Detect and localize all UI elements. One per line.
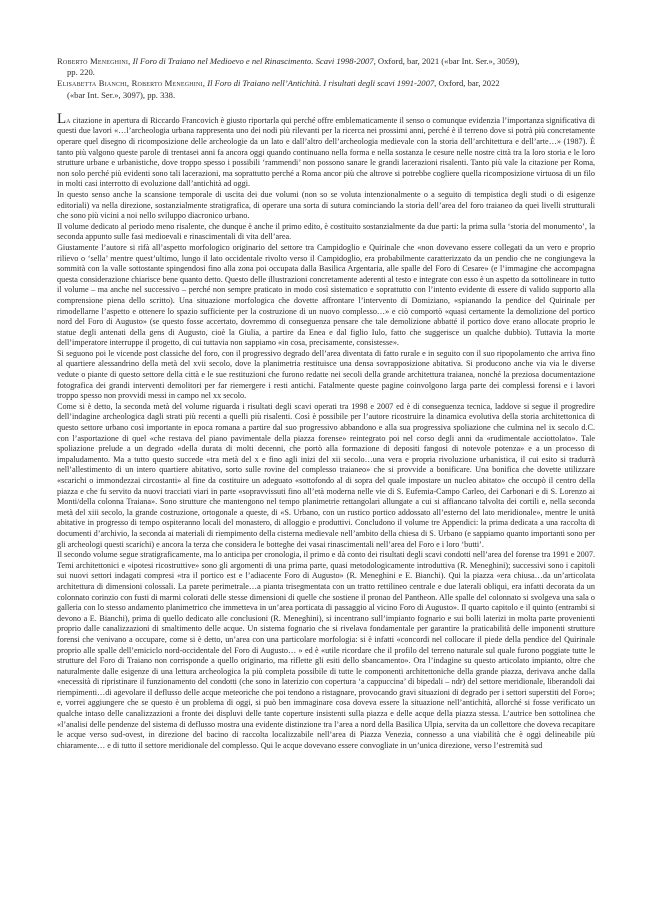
intro-paragraph xyxy=(57,110,595,190)
lead-word: a xyxy=(66,115,71,125)
reference-author: Elisabetta Bianchi, Roberto Meneghini, xyxy=(57,78,206,89)
drop-cap: L xyxy=(57,110,67,127)
body-paragraph: In questo senso anche la scansione temporale di uscita dei due volumi (non so se voluta intenzionalmente o a seguito di tempistica degli studi o di esigenze editoriali) va nella direzione, sostanzialmente stratigrafica, di operare una sorta di sutura cominciando la storia dell’area del foro traianeo da quei livelli strutturali che sono più vicini a noi nello sviluppo diacronico urbano. xyxy=(57,189,595,221)
reference-2 xyxy=(57,78,595,100)
reference-publisher: Oxford, bar, 2021 («bar Int. Ser.», 3059), xyxy=(375,56,520,66)
body-paragraph: Giustamente l’autore si rifà all’aspetto morfologico originario del settore tra Campidoglio e Quirinale che «non dovevano essere collegati da un vero e proprio rilievo o ‘sella’ mentre quest’ultimo, lungo il lato occidentale rivolto verso il Campidoglio, era probabilmente caratterizzato da un pendio che ne congiungeva la sommità con la valle sottostante spingendosi fino alla zona poi occupata dalla Basilica Argentaria, alle spalle del Foro di Cesare» (e l’immagine che accompagna questa considerazione chiarisce bene quanto detto. Questo delle illustrazioni concretamente aderenti al testo e integrate con esso è un aspetto da sottolineare in tutto il volume – ma anche nel successivo – perché non sempre praticato in modo così sistematico e soprattutto con l’intento evidente di essere di valido supporto alla comprensione piena dello scritto). Una situazione morfologica che dovette affrontare l’intervento di Domiziano, «spianando la pendice del Quirinale per rimodellarne l’aspetto e ottenere lo spazio sufficiente per la costruzione di un nuovo complesso…» e ciò comportò «quasi certamente la demolizione del portico nord del Foro di Augusto» (se questo fosse accertato, dovremmo di conseguenza pensare che tale demolizione abbatté il portico dove erano allocate proprio le statue degli antenati della gens di Augusto, cioè la Giulia, a partire da Enea e dal figlio Iulo, fatto che suggerisce un qualche dubbio). Tuttavia la morte dell’imperatore interruppe il progetto, di cui tuttavia non sappiamo «in cosa, precisamente, consistesse». xyxy=(57,242,595,348)
body-paragraph: Si seguono poi le vicende post classiche del foro, con il progressivo degrado dell’area diventata di fatto rurale e in seguito con il suo ripopolamento che arriva fino al quartiere alessandrino della metà del xvii secolo, dove la planimetria restituisce una densa sovrapposizione abitativa. Si producono anche via via le diverse vedute o piante di questo settore della città e le sue restituzioni che furono redatte nei secoli della grande architettura traianea, nonché la preziosa documentazione fotografica dei grandi interventi demolitori per far riemergere i resti antichi. Fatalmente queste pagine coinvolgono larga parte dei complessi forensi e i lavori troppo spesso non provvidi messi in campo nel xx secolo. xyxy=(57,348,595,401)
reference-1 xyxy=(57,56,595,78)
review-page xyxy=(57,56,595,751)
body-paragraph: Il secondo volume segue stratigraficamente, ma lo anticipa per cronologia, il primo e dà conto dei risultati degli scavi condotti nell’area del forense tra 1991 e 2007. Temi architettonici e «ipotesi ricostruttive» sono gli argomenti di una prima parte, quasi metodologicamente introduttiva (R. Meneghini); successivi sono i capitoli sui nuovi settori indagati compresi «tra il portico est e l’adiacente Foro di Augusto» (R. Meneghini e E. Bianchi). Qui la piazza «era chiusa…da un’articolata architettura di dimensioni colossali. La parete perimetrale…a pianta trisegmentata con un tratto rettilineo centrale e due laterali obliqui, era infatti decorata da un colonnato corinzio con fusti di marmi colorati delle stesse dimensioni di quelle che sostiene il pronao del Pantheon. Alle spalle del colonnato si svolgeva una sala o galleria con lo stesso andamento planimetrico che immetteva in un’area porticata di passaggio al vicino Foro di Augusto». Il quarto capitolo e il quinto (entrambi si devono a E. Bianchi), prima di quello dedicato alle conclusioni (R. Meneghini), si incentrano sull’impianto fognario e sui bolli laterizi in molta parte provenienti proprio dalle canalizzazioni di smaltimento delle acque. Un sistema fognario che si rivelava fondamentale per garantire la praticabilità delle imponenti strutture forensi che venivano a occupare, come si è detto, un’area con una particolare morfologia: si è infatti «concordi nel collocare il piede della pendice del Quirinale proprio alle spalle dell’emiciclo nord-occidentale del Foro di Augusto… » ed è «utile ricordare che il profilo del terreno naturale sul quale furono poggiate tutte le strutture del Foro di Traiano non corrisponde a quello originario, ma riflette gli esiti dello sbancamento». Ora l’indagine su questo articolato impianto, oltre che naturalmente dalle esigenze di una lettura archeologica la più completa possibile di tutte le componenti architettoniche della grande piazza, derivava anche dalla «necessità di ripristinare il funzionamento del condotti (che sono in laterizio con copertura ‘a cappuccina’ di bipedali – ndr) del settore meridionale, liberandoli dai riempimenti…di agevolare il deflusso delle acque meteoriche che poi tendono a ristagnare, provocando gravi situazioni di degrado per i settori superstiti del Foro»; e, vorrei aggiungere che se questo è un problema di oggi, si può ben immaginare cosa doveva essere la situazione nell’antichità, allorché si fosse verificato un qualche intaso delle canalizzazioni a fronte dei displuvi delle tante coperture insistenti sulla piazza e delle acque della piazza stessa. L’autrice ben sottolinea che «l’analisi delle pendenze del sistema di deflusso mostra una evidente distinzione tra l’area a nord della Basilica Ulpia, servita da un collettore che doveva recapitare le acque verso sud-ovest, in direzione del bacino di raccolta localizzabile nell’area di Piazza Venezia, connesso a una viabilità che è oggi delineabile più chiaramente… e di tutto il settore meridionale del complesso. Qui le acque dovevano essere convogliate in un’unica direzione, verso l’estremità sud xyxy=(57,550,595,750)
reference-title: Il Foro di Traiano nell’Antichità. I risultati degli scavi 1991-2007, xyxy=(207,78,437,89)
body-paragraph: Il volume dedicato al periodo meno risalente, che dunque è anche il primo edito, è costituito sostanzialmente da due parti: la prima sulla ‘storia del monumento’, la seconda appunto sulle fasi medioevali e rinascimentali di vita dell’area. xyxy=(57,221,595,242)
intro-text: citazione in apertura di Riccardo Francovich è giusto riportarla qui perché offre emblematicamente il senso o comunque evidenzia l’importanza significativa di questi due lavori «…l’archeologia urbana rappresenta uno dei nodi più rilevanti per la ricerca nei prossimi anni, perché è il terreno dove si potrà più concretamente operare quel disegno di ricomposizione delle archeologie da un lato e dall’altro dell’archeologia medievale con la storia dell’architettura e dell’arte…» (1987). È tanto più valgono queste parole di trentasei anni fa ancora oggi quando continuano nella forma e nella sostanza le cesure nelle nostre città tra la loro storia e le loro strutture urbane e urbanistiche, dove troppo spesso i possibili ‘rammendi’ non possono sanare le grandi lacerazioni risalenti. Tanto più vale la citazione per Roma, non solo perché più evidenti sono tali lacerazioni, ma soprattutto perché a Roma ancor più che altrove si potrebbe cogliere quella ricomposizione virtuosa di un filo in molti casi interrotto di evoluzione dall’antichità ad oggi. xyxy=(57,115,595,189)
reference-pages: («bar Int. Ser.», 3097), pp. 338. xyxy=(67,89,176,100)
reference-title: Il Foro di Traiano nel Medioevo e nel Rinascimento. Scavi 1998-2007, xyxy=(132,56,376,66)
reference-publisher: Oxford, bar, 2022 xyxy=(436,78,500,89)
reference-pages: pp. 220. xyxy=(67,67,95,78)
review-body xyxy=(57,110,595,752)
body-paragraph: Come si è detto, la seconda metà del volume riguarda i risultati degli scavi operati tra 1998 e 2007 ed è di conseguenza tecnica, laddove si segue il progredire dell’indagine archeologica dagli strati più recenti a quelli più risalenti. Così è possibile per l’autore ricostruire la dinamica evolutiva della storia architettonica di questo settore urbano così importante in epoca romana a partire dal suo progressivo abbandono e alla sua progressiva spoliazione che culmina nel ix secolo d.C. con l’asportazione di quel «che restava del piano pavimentale della piazza forense» reintegrato poi nel corso degli anni da «rudimentale acciottolato». Tale spoliazione prelude a un degrado «della durata di molti decenni, che portò alla formazione di depositi fangosi di notevole potenza» e a un processo di impaludamento. Ma a tutto questo succede «tra metà del x e fino agli inizi del xii secolo…una vera e propria rivoluzione urbanistica, il cui esito si tradurrà nell’allestimento di un intero quartiere abitativo, sorto sulle rovine del complesso traianeo» che si provvide a bonificare. Una bonifica che dovette utilizzare «scarichi o immondezzai circostanti» al fine da costituire un adeguato «sottofondo al di sopra del quale impostare un nucleo abitato» che occupò il centro della piazza e che fu servito da nuovi tracciati viari in parte «sopravvissuti fino all’età moderna nelle vie di S. Eufemia-Campo Carleo, dei Carbonari e di S. Lorenzo ai Monti/della colonna Traiana». Sono strutture che mantengono nel tempo planimetrie rettangolari allungate a cui si affiancano talvolta dei cortili e, nella seconda metà del xiii secolo, la grande costruzione, ortogonale a queste, di «S. Urbano, con un rustico portico addossato all’esterno del lato meridionale», mentre le unità abitative in progresso di tempo ospiteranno locali del monastero, di alloggio e produttivi. Concludono il volume tre Appendici: la prima dedicata a una raccolta di documenti d’archivio, la seconda ai materiali di riempimento della cisterna medievale nell’ambito della chiesa di S. Urbano (e sappiamo quanto importanti sono per gli archeologi questi scarichi) e ancora la terza che considera le botteghe dei vasai rinascimentali nell’area del Foro e i loro ‘butti’. xyxy=(57,401,595,549)
reference-author: Roberto Meneghini, xyxy=(57,56,131,66)
